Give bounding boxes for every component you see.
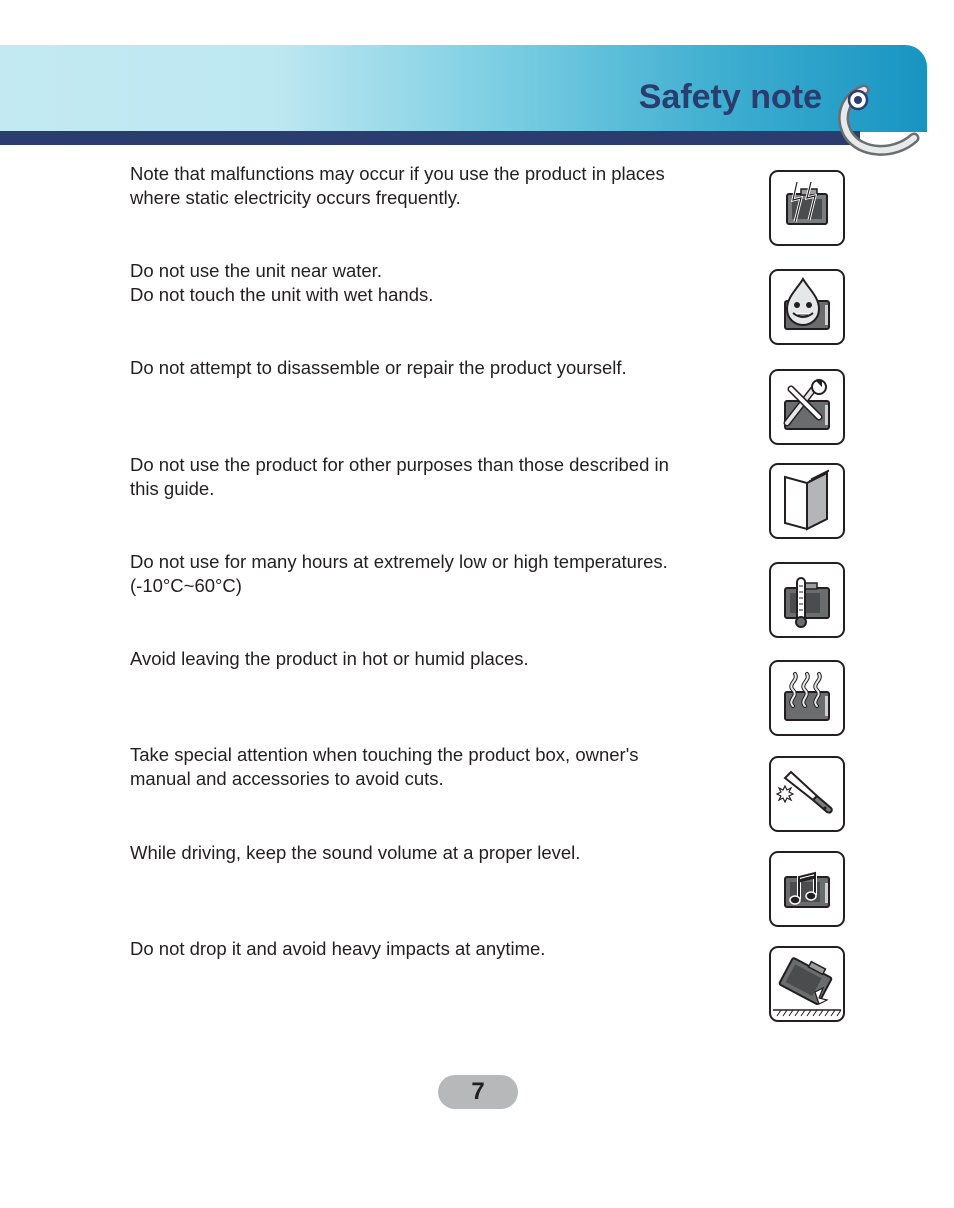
manual-book-icon <box>769 463 845 539</box>
note-line: Do not use the unit near water. <box>130 260 382 281</box>
music-note-icon <box>769 851 845 927</box>
safety-note-volume <box>130 841 730 865</box>
note-line: this guide. <box>130 478 215 499</box>
note-line: Avoid leaving the product in hot or humid places. <box>130 648 529 669</box>
tools-icon <box>769 369 845 445</box>
safety-note-water <box>130 259 730 307</box>
safety-note-cuts <box>130 743 730 791</box>
note-line: Do not use for many hours at extremely low or high temperatures. <box>130 551 668 572</box>
note-line: Do not touch the unit with wet hands. <box>130 284 434 305</box>
note-line: Take special attention when touching the product box, owner's <box>130 744 639 765</box>
page-title: Safety note <box>638 78 822 116</box>
static-electricity-icon <box>769 170 845 246</box>
note-line: (-10°C~60°C) <box>130 575 242 596</box>
note-line: Do not use the product for other purposes than those described in <box>130 454 669 475</box>
note-line: Note that malfunctions may occur if you use the product in places <box>130 163 665 184</box>
steam-heat-icon <box>769 660 845 736</box>
note-line: Do not attempt to disassemble or repair the product yourself. <box>130 357 627 378</box>
ring-ornament-icon <box>828 78 924 168</box>
page-number-badge: 7 <box>438 1075 518 1109</box>
drop-impact-icon <box>769 946 845 1022</box>
note-line: manual and accessories to avoid cuts. <box>130 768 444 789</box>
safety-note-humid <box>130 647 730 671</box>
note-line: where static electricity occurs frequently. <box>130 187 461 208</box>
header-underline-bar <box>0 131 860 145</box>
safety-note-drop <box>130 937 730 961</box>
water-drop-icon <box>769 269 845 345</box>
note-line: Do not drop it and avoid heavy impacts at anytime. <box>130 938 546 959</box>
note-line: While driving, keep the sound volume at a proper level. <box>130 842 581 863</box>
safety-note-purpose <box>130 453 730 501</box>
safety-note-temperature <box>130 550 730 598</box>
thermometer-icon <box>769 562 845 638</box>
knife-cut-icon <box>769 756 845 832</box>
safety-note-disassemble <box>130 356 730 380</box>
safety-note-static <box>130 162 730 210</box>
